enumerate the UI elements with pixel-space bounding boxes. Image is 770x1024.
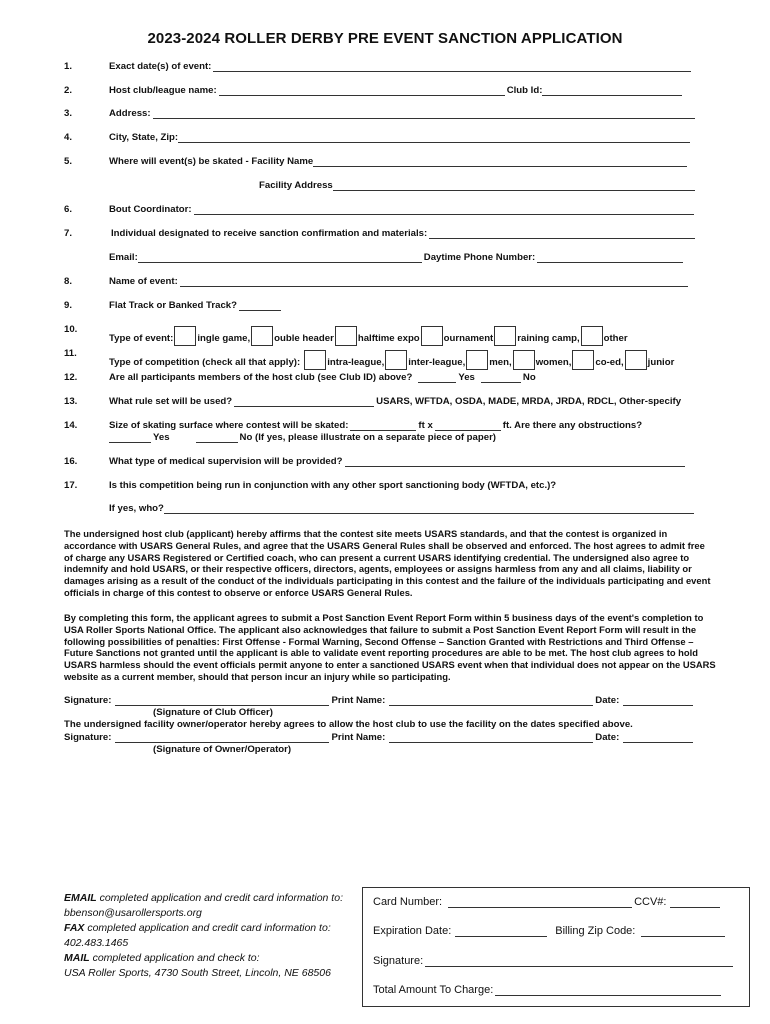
q10-number: 10.: [64, 324, 78, 335]
obstructions-yes-label: Yes: [153, 432, 170, 443]
club-id-label: Club Id:: [506, 85, 543, 96]
track-type-field[interactable]: [239, 301, 281, 311]
tournament-label: ournament: [443, 333, 494, 344]
q2-number: 2.: [64, 85, 73, 96]
members-no-label: No: [522, 372, 536, 383]
mail-address: USA Roller Sports, 4730 South Street, Lincoln, NE 68506: [64, 967, 331, 979]
intra-league-label: intra-league,: [327, 357, 385, 368]
other-event-checkbox[interactable]: [581, 326, 603, 346]
q1-label: Exact date(s) of event:: [109, 61, 212, 72]
facility-address-field[interactable]: [333, 181, 695, 191]
men-label: men,: [489, 357, 512, 368]
obstructions-no-field[interactable]: [196, 433, 238, 443]
obstructions-yes-field[interactable]: [109, 433, 151, 443]
email-address[interactable]: bbenson@usarollersports.org: [64, 907, 202, 919]
mail-heading: MAIL: [64, 952, 90, 964]
total-amount-row: [373, 984, 739, 996]
q1-number: 1.: [64, 61, 73, 72]
q17-label: Is this competition being run in conjunction with any other sport sanctioning body (WFTDA, etc.)?: [109, 480, 557, 491]
halftime-expo-label: halftime expo: [357, 333, 420, 344]
q4-label: City, State, Zip:: [109, 132, 179, 143]
members-no-field[interactable]: [481, 373, 521, 383]
q13-number: 13.: [64, 396, 78, 407]
card-number-row: [373, 896, 739, 908]
club-signature-row: [64, 695, 714, 706]
rule-set-options: USARS, WFTDA, OSDA, MADE, MRDA, JRDA, RDCL, Other-specify: [376, 396, 682, 407]
club-signature-field[interactable]: [115, 696, 329, 706]
q5-label: Where will event(s) be skated - Facility Name: [109, 156, 314, 167]
q6-label: Bout Coordinator:: [109, 204, 192, 215]
members-yes-label: Yes: [458, 372, 475, 383]
expiration-row: [373, 925, 739, 937]
expiration-field[interactable]: [455, 926, 547, 937]
ft-x-label: ft x: [418, 420, 433, 431]
training-camp-checkbox[interactable]: [494, 326, 516, 346]
intra-league-checkbox[interactable]: [304, 350, 326, 370]
q14-number: 14.: [64, 420, 78, 431]
q8-number: 8.: [64, 276, 73, 287]
card-number-label: Card Number:: [373, 896, 443, 908]
co-ed-checkbox[interactable]: [572, 350, 594, 370]
club-signature-label: Signature:: [64, 695, 112, 706]
email-heading: EMAIL: [64, 892, 97, 904]
q3-label: Address:: [109, 108, 151, 119]
billing-zip-field[interactable]: [641, 926, 725, 937]
halftime-expo-checkbox[interactable]: [335, 326, 357, 346]
single-game-label: ingle game,: [197, 333, 251, 344]
training-camp-label: raining camp,: [517, 333, 580, 344]
women-label: women,: [535, 357, 572, 368]
city-state-zip-field[interactable]: [178, 133, 690, 143]
facility-agreement-text: The undersigned facility owner/operator hereby agrees to allow the host club to use the facility on the dates specified above.: [64, 719, 633, 730]
tournament-checkbox[interactable]: [421, 326, 443, 346]
expiration-label: Expiration Date:: [373, 925, 452, 937]
sanctioning-body-field[interactable]: [164, 504, 694, 514]
double-header-label: ouble header: [274, 333, 334, 344]
facility-name-field[interactable]: [313, 157, 687, 167]
rule-set-field[interactable]: [234, 397, 374, 407]
form-title: 2023-2024 ROLLER DERBY PRE EVENT SANCTION APPLICATION: [147, 30, 623, 47]
club-signature-caption: (Signature of Club Officer): [153, 707, 273, 718]
q10-label: Type of event:: [109, 333, 174, 344]
surface-width-field[interactable]: [435, 421, 501, 431]
total-amount-field[interactable]: [495, 985, 721, 996]
billing-zip-label: Billing Zip Code:: [555, 925, 636, 937]
q2-label: Host club/league name:: [109, 85, 217, 96]
obstructions-no-label: No (If yes, please illustrate on a separate piece of paper): [239, 432, 497, 443]
men-checkbox[interactable]: [466, 350, 488, 370]
q7-number: 7.: [64, 228, 73, 239]
q8-label: Name of event:: [109, 276, 178, 287]
club-date-label: Date:: [595, 695, 620, 706]
fax-heading: FAX: [64, 922, 85, 934]
card-number-field[interactable]: [448, 897, 632, 908]
q5-number: 5.: [64, 156, 73, 167]
obstructions-question: ft. Are there any obstructions?: [502, 420, 643, 431]
inter-league-checkbox[interactable]: [385, 350, 407, 370]
q13-label: What rule set will be used?: [109, 396, 233, 407]
submission-instructions: [64, 891, 364, 981]
owner-signature-caption: (Signature of Owner/Operator): [153, 744, 292, 755]
ccv-label: CCV#:: [634, 896, 667, 908]
q9-number: 9.: [64, 300, 73, 311]
card-signature-label: Signature:: [373, 955, 424, 967]
owner-date-label: Date:: [595, 732, 620, 743]
club-print-name-label: Print Name:: [331, 695, 386, 706]
owner-signature-label: Signature:: [64, 732, 112, 743]
ccv-field[interactable]: [670, 897, 720, 908]
q11-number: 11.: [64, 348, 77, 359]
q3-number: 3.: [64, 108, 73, 119]
q7-label: Individual designated to receive sanction confirmation and materials:: [111, 228, 428, 239]
q12-number: 12.: [64, 372, 78, 383]
daytime-phone-field[interactable]: [537, 253, 683, 263]
total-amount-label: Total Amount To Charge:: [373, 984, 494, 996]
women-checkbox[interactable]: [513, 350, 535, 370]
facility-address-label: Facility Address: [259, 180, 333, 191]
host-affirmation-paragraph: The undersigned host club (applicant) hereby affirms that the contest site meets USARS standards, and that the contest is organized in accordance with USARS General Rules, and agree that the USARS General Rules shall be observed and enforced. The host agrees to admit free of charge any USARS Registered or Certified coach, who can present a current USARS identifying credential. The undersigned also agree to indemnify and hold USARS, or their respective officers, directors, agents, employees or assigns harmless from any and all claims, liability or damages arising as a result of the conduct of the individuals participating in this contest and the failure of the individuals participating and event officials in charge of this contest to observe or enforce USARS General Rules.: [64, 528, 711, 598]
q4-number: 4.: [64, 132, 73, 143]
owner-signature-field[interactable]: [115, 733, 329, 743]
junior-label: junior: [647, 357, 675, 368]
owner-print-name-field[interactable]: [389, 733, 593, 743]
if-yes-who-label: If yes, who?: [109, 503, 164, 514]
club-print-name-field[interactable]: [389, 696, 593, 706]
email-field[interactable]: [138, 253, 422, 263]
event-dates-field[interactable]: [213, 62, 691, 72]
club-date-field[interactable]: [623, 696, 693, 706]
double-header-checkbox[interactable]: [251, 326, 273, 346]
other-event-label: other: [603, 333, 628, 344]
card-signature-field[interactable]: [425, 956, 733, 967]
single-game-checkbox[interactable]: [174, 326, 196, 346]
owner-date-field[interactable]: [623, 733, 693, 743]
inter-league-label: inter-league,: [408, 357, 466, 368]
bout-coordinator-field[interactable]: [194, 205, 694, 215]
designee-field[interactable]: [429, 229, 695, 239]
daytime-phone-label: Daytime Phone Number:: [423, 252, 536, 263]
medical-supervision-field[interactable]: [345, 457, 685, 467]
surface-length-field[interactable]: [350, 421, 416, 431]
q12-label: Are all participants members of the host club (see Club ID) above?: [109, 372, 413, 383]
owner-print-name-label: Print Name:: [331, 732, 386, 743]
email-label: Email:: [109, 252, 138, 263]
members-yes-field[interactable]: [418, 373, 456, 383]
credit-card-box: [362, 887, 750, 1007]
host-club-name-field[interactable]: [219, 86, 505, 96]
q6-number: 6.: [64, 204, 73, 215]
q9-label: Flat Track or Banked Track?: [109, 300, 237, 311]
event-name-field[interactable]: [180, 277, 688, 287]
junior-checkbox[interactable]: [625, 350, 647, 370]
co-ed-label: co-ed,: [595, 357, 624, 368]
email-instructions: completed application and credit card information to:: [99, 892, 343, 904]
mail-instructions: completed application and check to:: [92, 952, 260, 964]
q16-label: What type of medical supervision will be provided?: [109, 456, 343, 467]
post-sanction-paragraph: By completing this form, the applicant agrees to submit a Post Sanction Event Report Form within 5 business days of the event's completion to USA Roller Sports National Office. The applicant also acknowledges that failure to submit a Post Sanction Event Report Form will result in the following possibilities of penalties: First Offense - Formal Warning, Second Offense – Sanction Granted with Restrictions and Third Offense – Future Sanctions not granted until the applicant is able to validate event reporting procedures are able to be met. The host club agrees to hold USARS harmless should the event officials permit anyone to enter a sanctioned USARS event when that individual does not appear on the USARS website as a current member, should that person incur an injury while so participating.: [64, 612, 716, 682]
q11-label: Type of competition (check all that apply):: [109, 357, 301, 368]
fax-number: 402.483.1465: [64, 937, 129, 949]
q16-number: 16.: [64, 456, 78, 467]
owner-signature-row: [64, 732, 714, 743]
q17-number: 17.: [64, 480, 78, 491]
card-signature-row: [373, 955, 739, 967]
fax-instructions: completed application and credit card information to:: [87, 922, 331, 934]
club-id-field[interactable]: [542, 86, 682, 96]
address-field[interactable]: [153, 109, 695, 119]
q14-label: Size of skating surface where contest will be skated:: [109, 420, 349, 431]
